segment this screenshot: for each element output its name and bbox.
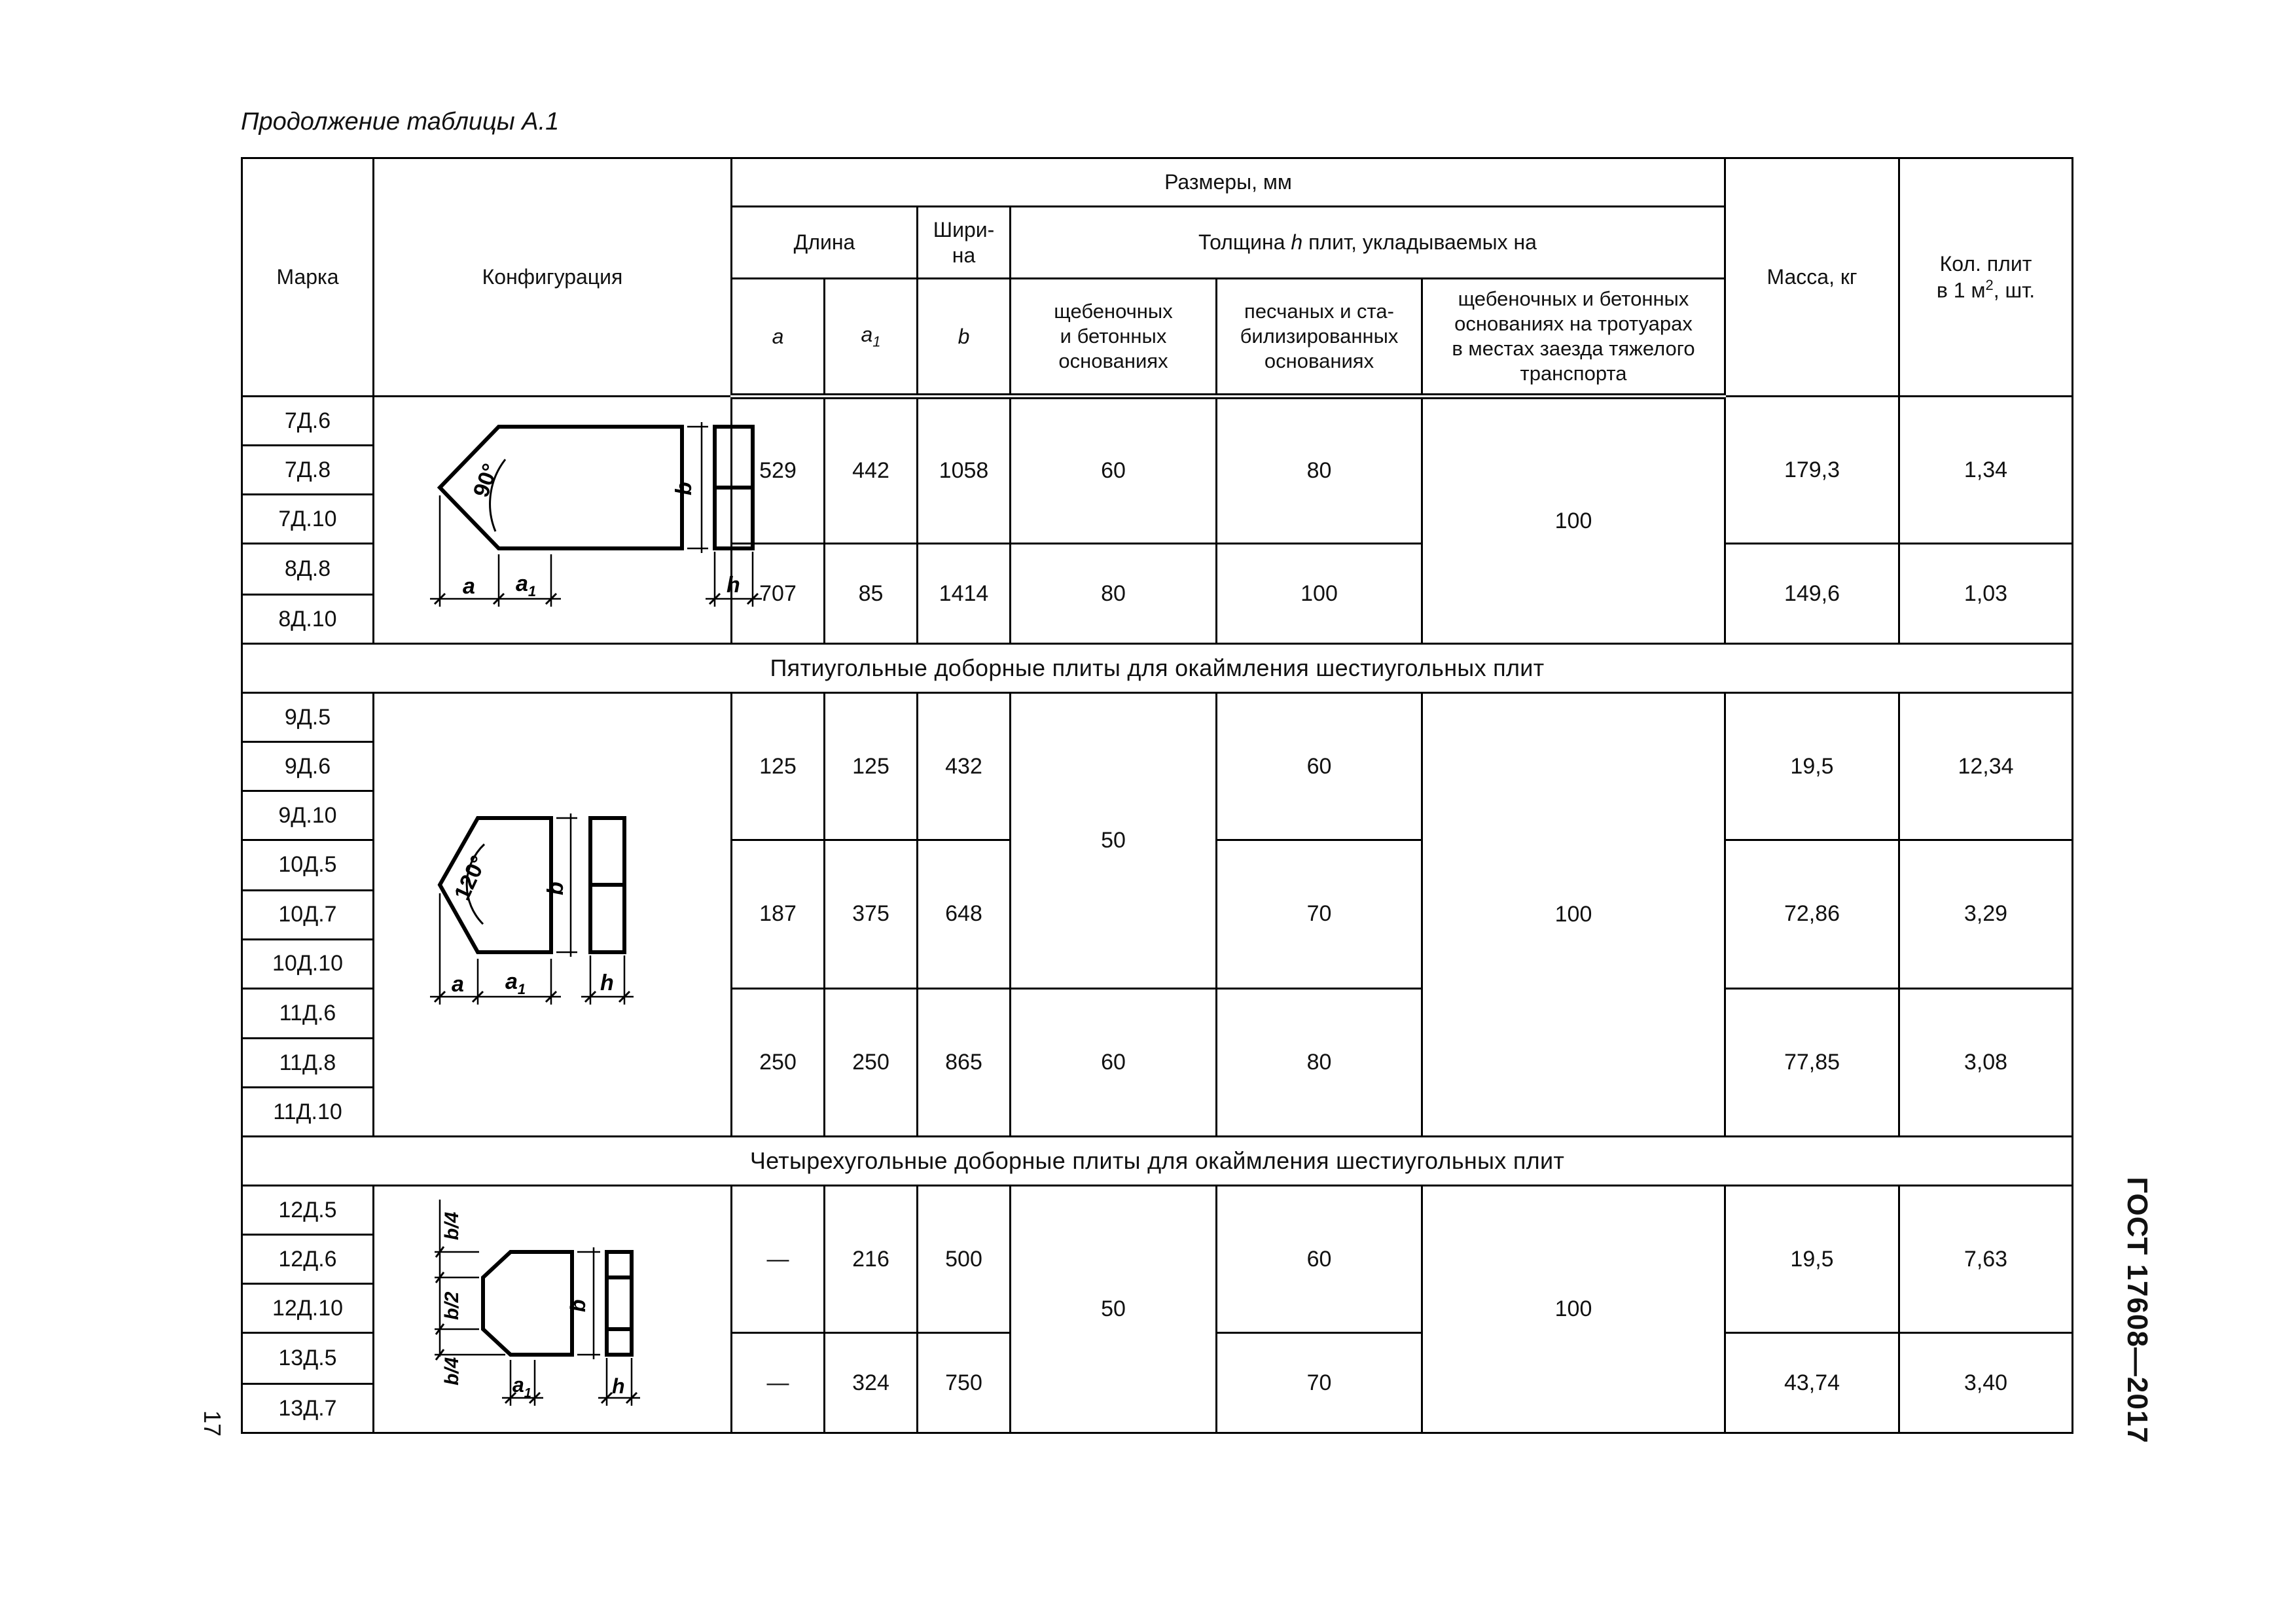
mark-cell: 9Д.5 [242, 693, 374, 742]
header-col-a: a [732, 279, 825, 397]
cell-a: — [732, 1186, 825, 1333]
mark-cell: 7Д.6 [242, 397, 374, 446]
angle-label: 90° [468, 460, 504, 501]
mark-cell: 13Д.5 [242, 1333, 374, 1384]
hexagon-half-plate-drawing [374, 397, 740, 643]
cell-b: 1058 [918, 397, 1011, 544]
cell-mass: 43,74 [1725, 1333, 1899, 1433]
cell-a1: 125 [825, 693, 918, 840]
cell-b: 750 [918, 1333, 1011, 1433]
mark-cell: 12Д.5 [242, 1186, 374, 1235]
mark-cell: 7Д.10 [242, 495, 374, 544]
cell-t3: 100 [1422, 397, 1725, 644]
mark-cell: 9Д.6 [242, 742, 374, 791]
header-base-gravel: щебеночных и бетонных основаниях [1011, 279, 1217, 397]
dimensions-table [241, 157, 2073, 1434]
cell-a1: 375 [825, 840, 918, 989]
mark-cell: 10Д.10 [242, 939, 374, 988]
cell-mass: 19,5 [1725, 1186, 1899, 1333]
mark-cell: 11Д.6 [242, 988, 374, 1039]
cell-t2: 80 [1217, 397, 1422, 544]
cell-count: 12,34 [1899, 693, 2073, 840]
cell-b: 865 [918, 988, 1011, 1137]
cell-t1: 60 [1011, 988, 1217, 1137]
cell-t1: 50 [1011, 1186, 1217, 1433]
header-count: Кол. плит в 1 $м^2$, шт. [1899, 158, 2073, 397]
cell-count: 1,03 [1899, 544, 2073, 644]
cell-b: 648 [918, 840, 1011, 989]
cell-count: 1,34 [1899, 397, 2073, 544]
cell-t2: 80 [1217, 988, 1422, 1137]
cell-a1: 85 [825, 544, 918, 644]
page-number: 17 [199, 1410, 226, 1437]
mark-cell: 12Д.10 [242, 1284, 374, 1333]
header-marka: Марка [242, 158, 374, 397]
dim-a-label: a [463, 574, 475, 599]
quadrilateral-plate-drawing [374, 1186, 730, 1432]
dim-h-label: h [600, 971, 614, 995]
cell-t1: 50 [1011, 693, 1217, 989]
mark-cell: 10Д.7 [242, 890, 374, 939]
table-caption: Продолжение таблицы А.1 [241, 108, 560, 135]
cell-count: 3,40 [1899, 1333, 2073, 1433]
mark-cell: 7Д.8 [242, 446, 374, 495]
config-drawing-90 [374, 397, 740, 644]
cell-a: 187 [732, 840, 825, 989]
cell-t2: 70 [1217, 840, 1422, 989]
dim-h-label: h [612, 1374, 625, 1398]
dim-h-label: h [726, 573, 740, 597]
cell-a: 529 [732, 397, 825, 544]
cell-a: 250 [732, 988, 825, 1137]
mark-cell: 13Д.7 [242, 1384, 374, 1433]
header-base-sand: песчаных и ста- билизированных основаниях [1217, 279, 1422, 397]
config-drawing-120 [374, 693, 732, 1137]
cell-t3: 100 [1422, 693, 1725, 1137]
pentagon-plate-drawing [374, 694, 730, 1135]
cell-mass: 72,86 [1725, 840, 1899, 989]
dim-b-label: b [566, 1299, 590, 1312]
config-drawing-quad [374, 1186, 732, 1433]
cell-t1: 60 [1011, 397, 1217, 544]
section-title-pentagonal: Пятиугольные доборные плиты для окаймления шестиугольных плит [242, 644, 2073, 693]
dim-a1-label: $a_1$ [505, 969, 526, 997]
header-width: Шири- на [918, 207, 1011, 279]
header-col-b: b [918, 279, 1011, 397]
header-col-a1: $a_1$ [825, 279, 918, 397]
cell-a1: 250 [825, 988, 918, 1137]
mark-cell: 11Д.10 [242, 1088, 374, 1137]
cell-mass: 149,6 [1725, 544, 1899, 644]
dim-b-label: b [543, 882, 568, 895]
cell-b: 432 [918, 693, 1011, 840]
cell-t2: 100 [1217, 544, 1422, 644]
document-standard-title: ГОСТ 17608—2017 [2121, 1177, 2153, 1444]
cell-a: 707 [732, 544, 825, 644]
mark-cell: 8Д.8 [242, 544, 374, 595]
cell-a1: 442 [825, 397, 918, 544]
angle-label: 120° [449, 851, 492, 904]
mark-cell: 8Д.10 [242, 595, 374, 644]
cell-b: 1414 [918, 544, 1011, 644]
cell-t1: 80 [1011, 544, 1217, 644]
header-base-sidewalk: щебеночных и бетонных основаниях на тротуарах в местах заезда тяжелого транспорта [1422, 279, 1725, 397]
cell-mass: 179,3 [1725, 397, 1899, 544]
dim-a1-label: $a_1$ [516, 571, 537, 599]
cell-a1: 216 [825, 1186, 918, 1333]
cell-t3: 100 [1422, 1186, 1725, 1433]
mark-cell: 11Д.8 [242, 1039, 374, 1088]
cell-mass: 77,85 [1725, 988, 1899, 1137]
header-config: Конфигурация [374, 158, 732, 397]
dim-b2-label: b/2 [441, 1291, 463, 1320]
cell-t2: 60 [1217, 1186, 1422, 1333]
cell-count: 3,08 [1899, 988, 2073, 1137]
cell-a1: 324 [825, 1333, 918, 1433]
cell-count: 7,63 [1899, 1186, 2073, 1333]
section-title-quadrilateral: Четырехугольные доборные плиты для окаймления шестиугольных плит [242, 1137, 2073, 1186]
dim-a1-label: $a_1$ [512, 1373, 531, 1400]
header-length: Длина [732, 207, 918, 279]
dim-a-label: a [452, 972, 464, 997]
cell-mass: 19,5 [1725, 693, 1899, 840]
dim-b-label: b [672, 482, 696, 495]
dim-b4-bottom-label: b/4 [441, 1357, 463, 1385]
header-mass: Масса, кг [1725, 158, 1899, 397]
cell-a: — [732, 1333, 825, 1433]
dim-b4-top-label: b/4 [441, 1211, 463, 1240]
cell-b: 500 [918, 1186, 1011, 1333]
mark-cell: 9Д.10 [242, 791, 374, 840]
mark-cell: 12Д.6 [242, 1235, 374, 1284]
header-sizes: Размеры, мм [732, 158, 1725, 207]
cell-a: 125 [732, 693, 825, 840]
header-thickness: Толщина h плит, укладываемых на [1011, 207, 1725, 279]
mark-cell: 10Д.5 [242, 840, 374, 891]
cell-t2: 60 [1217, 693, 1422, 840]
cell-count: 3,29 [1899, 840, 2073, 989]
cell-t2: 70 [1217, 1333, 1422, 1433]
